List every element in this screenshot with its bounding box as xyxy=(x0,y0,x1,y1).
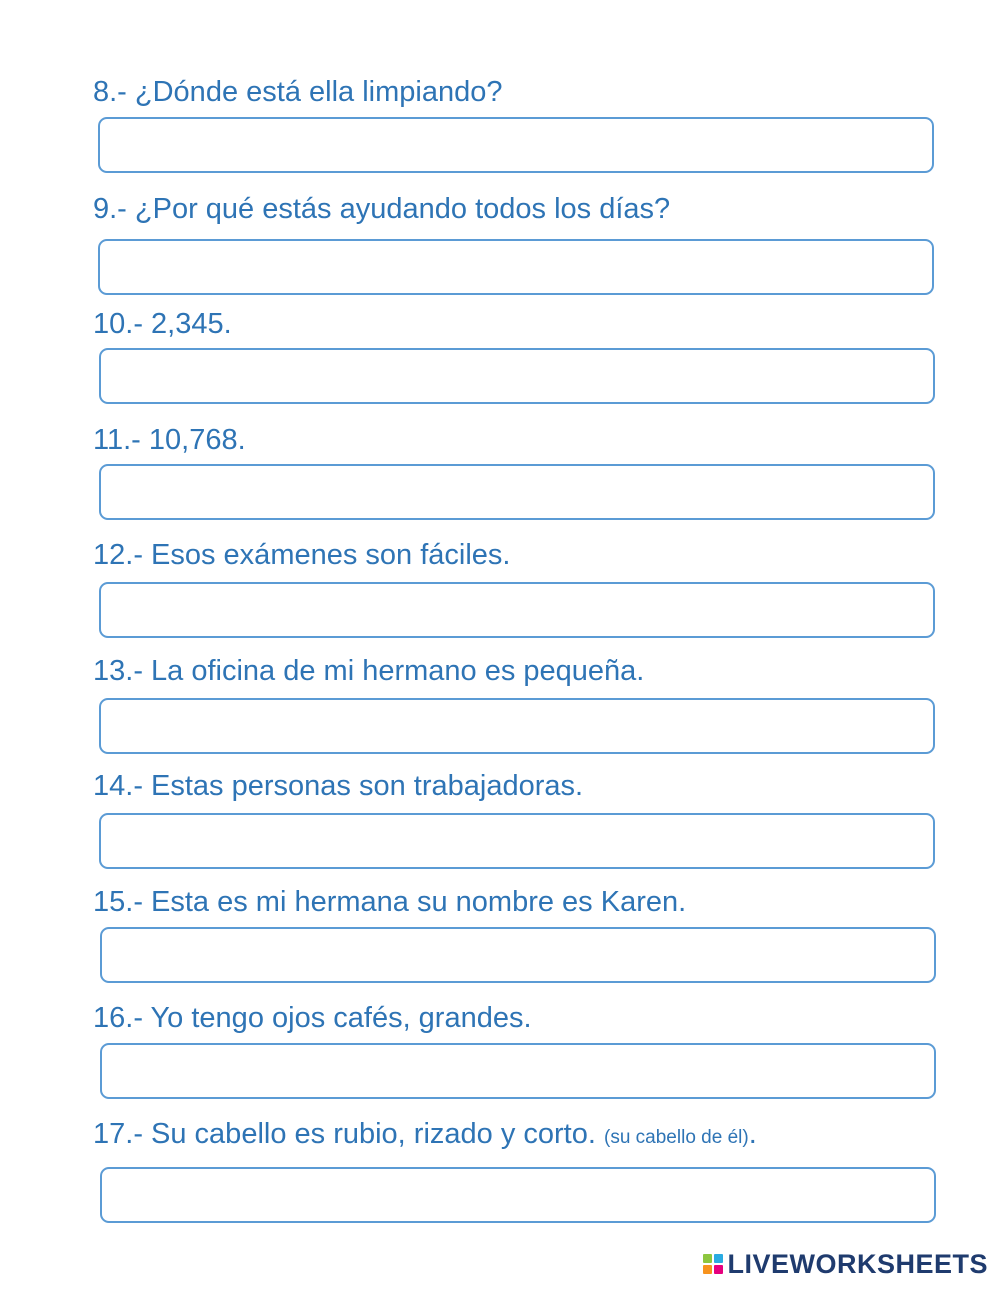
question-16-label: 16.- Yo tengo ojos cafés, grandes. xyxy=(93,1002,532,1034)
liveworksheets-logo-text: LIVEWORKSHEETS xyxy=(727,1248,988,1279)
logo-square-blue xyxy=(714,1254,723,1263)
question-13-label: 13.- La oficina de mi hermano es pequeña. xyxy=(93,655,645,687)
logo-square-green xyxy=(703,1254,712,1263)
answer-15-input[interactable] xyxy=(100,927,936,983)
logo-square-orange xyxy=(703,1265,712,1274)
answer-10-input[interactable] xyxy=(99,348,935,404)
logo-square-pink xyxy=(714,1265,723,1274)
question-17-label xyxy=(93,1117,757,1155)
question-17-suffix: . xyxy=(748,1118,757,1150)
question-12-label: 12.- Esos exámenes son fáciles. xyxy=(93,539,511,571)
answer-12-input[interactable] xyxy=(99,582,935,638)
liveworksheets-logo-icon xyxy=(703,1254,723,1274)
question-15-label: 15.- Esta es mi hermana su nombre es Karen. xyxy=(93,886,687,918)
question-17-text: 17.- Su cabello es rubio, rizado y corto. xyxy=(93,1118,596,1150)
question-8-label: 8.- ¿Dónde está ella limpiando? xyxy=(93,76,503,108)
question-14-label: 14.- Estas personas son trabajadoras. xyxy=(93,770,584,802)
answer-17-input[interactable] xyxy=(100,1167,936,1223)
answer-9-input[interactable] xyxy=(98,239,934,295)
answer-16-input[interactable] xyxy=(100,1043,936,1099)
answer-8-input[interactable] xyxy=(98,117,934,173)
question-10-label: 10.- 2,345. xyxy=(93,308,232,340)
answer-14-input[interactable] xyxy=(99,813,935,869)
answer-13-input[interactable] xyxy=(99,698,935,754)
question-17-note: (su cabello de él) xyxy=(604,1127,749,1148)
question-11-label: 11.- 10,768. xyxy=(93,424,246,456)
answer-11-input[interactable] xyxy=(99,464,935,520)
liveworksheets-logo xyxy=(703,1248,988,1280)
question-9-label: 9.- ¿Por qué estás ayudando todos los días? xyxy=(93,193,671,225)
